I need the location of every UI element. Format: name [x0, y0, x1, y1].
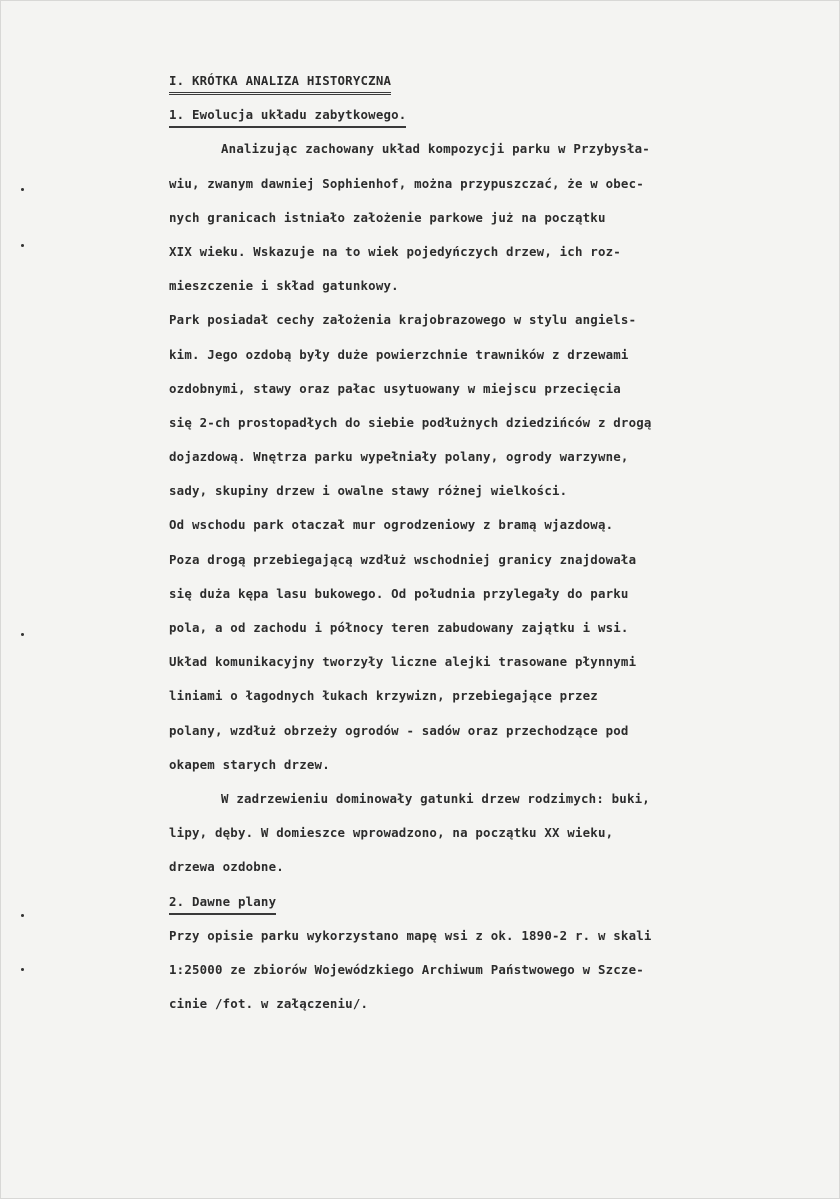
paragraph-line: sady, skupiny drzew i owalne stawy różnej wielkości. — [169, 483, 568, 499]
paragraph-line: Od wschodu park otaczał mur ogrodzeniowy z bramą wjazdową. — [169, 517, 614, 533]
paragraph-line: polany, wzdłuż obrzeży ogrodów - sadów oraz przechodzące pod — [169, 722, 629, 738]
paragraph-line: XIX wieku. Wskazuje na to wiek pojedyńczych drzew, ich roz- — [169, 243, 621, 259]
section2-title-line — [169, 892, 819, 926]
paragraph-line: Przy opisie parku wykorzystano mapę wsi z ok. 1890-2 r. w skali — [169, 927, 652, 943]
paragraph-line: lipy, dęby. W domieszce wprowadzono, na początku XX wieku, — [169, 825, 614, 841]
margin-mark — [21, 244, 24, 247]
paragraph-line: nych granicach istniało założenie parkowe już na początku — [169, 209, 606, 225]
paragraph-line: się 2-ch prostopadłych do siebie podłużnych dziedzińców z drogą — [169, 414, 652, 430]
margin-mark — [21, 188, 24, 191]
paragraph-line: pola, a od zachodu i północy teren zabudowany zajątku i wsi. — [169, 620, 629, 635]
paragraph-line: drzewa ozdobne. — [169, 859, 284, 875]
typed-text-body — [169, 71, 819, 1028]
paragraph-line: W zadrzewieniu dominowały gatunki drzew rodzimych: buki, — [221, 790, 650, 806]
paragraph-line: ozdobnymi, stawy oraz pałac usytuowany w miejscu przecięcia — [169, 380, 621, 396]
paragraph-line: dojazdową. Wnętrza parku wypełniały polany, ogrody warzywne, — [169, 449, 629, 465]
paragraph-line: 1:25000 ze zbiorów Wojewódzkiego Archiwum Państwowego w Szcze- — [169, 961, 644, 977]
document-heading: I. KRÓTKA ANALIZA HISTORYCZNA — [169, 71, 391, 95]
paragraph-line: okapem starych drzew. — [169, 756, 330, 772]
paragraph-line: Układ komunikacyjny tworzyły liczne alejki trasowane płynnymi — [169, 654, 637, 670]
paragraph-line: kim. Jego ozdobą były duże powierzchnie trawników z drzewami — [169, 346, 629, 362]
paragraph-line: mieszczenie i skład gatunkowy. — [169, 278, 399, 294]
paragraph-line: Analizując zachowany układ kompozycji parku w Przybysła- — [221, 141, 650, 157]
paragraph-line: cinie /fot. w załączeniu/. — [169, 996, 369, 1012]
paragraph-line: Park posiadał cechy założenia krajobrazowego w stylu angiels- — [169, 312, 637, 328]
paragraph-line: wiu, zwanym dawniej Sophienhof, można przypuszczać, że w obec- — [169, 175, 644, 191]
section2-title: 2. Dawne plany — [169, 892, 276, 915]
margin-mark — [21, 968, 24, 971]
paragraph-line: Poza drogą przebiegającą wzdłuż wschodniej granicy znajdowała — [169, 551, 637, 567]
margin-mark — [21, 914, 24, 917]
paragraph-line: się duża kępa lasu bukowego. Od południa przylegały do parku — [169, 585, 629, 601]
section1-title: 1. Ewolucja układu zabytkowego. — [169, 105, 406, 128]
heading-line — [169, 71, 819, 105]
section1-title-line — [169, 105, 819, 139]
margin-mark — [21, 633, 24, 636]
paragraph-line: liniami o łagodnych łukach krzywizn, przebiegające przez — [169, 688, 598, 704]
